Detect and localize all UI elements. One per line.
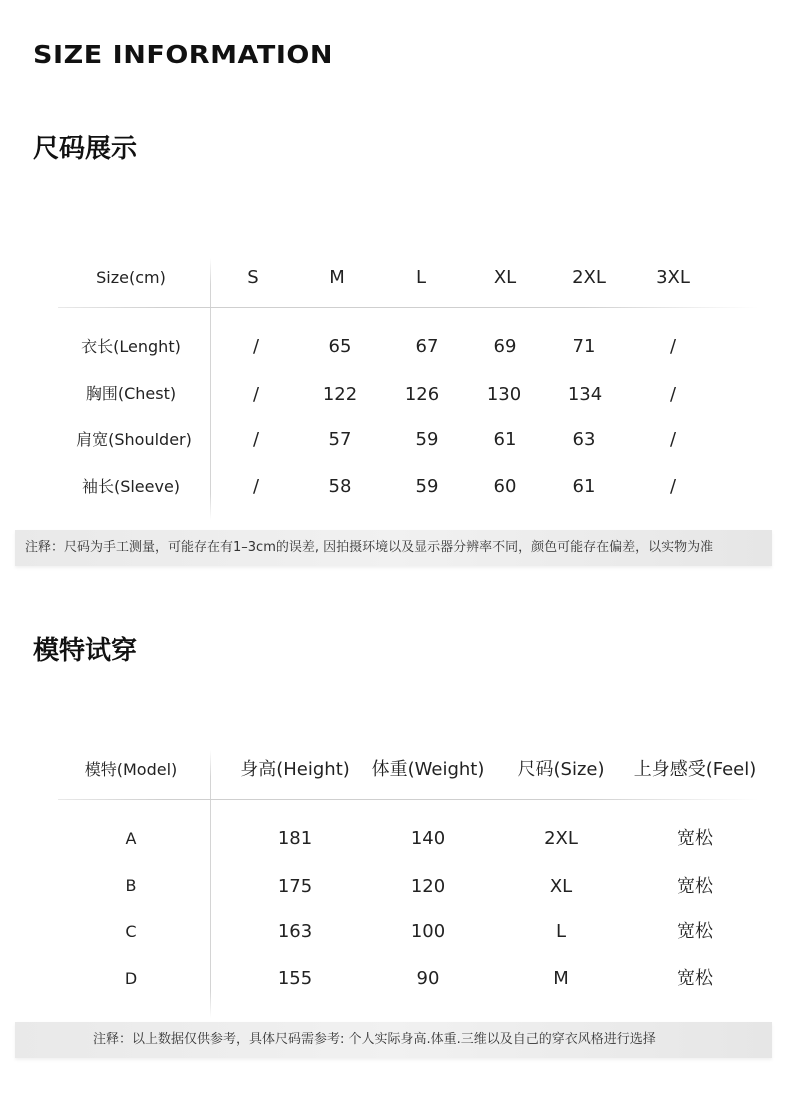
table-cell: L <box>555 921 567 942</box>
table-cell: 58 <box>328 476 352 497</box>
table-cell: 61 <box>493 429 517 450</box>
table-cell: / <box>252 384 260 405</box>
table-cell: 63 <box>572 429 596 450</box>
size-header-s: S <box>247 267 259 288</box>
model-note-text: 注释：以上数据仅供参考，具体尺码需参考: 个人实际身高.体重.三维以及自己的穿衣风格进行选择 <box>93 1032 656 1047</box>
table-cell: / <box>669 384 677 405</box>
size-note-text: 注释：尺码为手工测量，可能存在有1–3cm的误差, 因拍摄环境以及显示器分辨率不同，颜色可能存在偏差，以实物为准 <box>25 540 714 555</box>
row-label: 袖长(Sleeve) <box>81 477 181 496</box>
table-cell: 65 <box>328 336 352 357</box>
model-note-bar <box>15 1022 772 1058</box>
model-header-feel: 上身感受(Feel) <box>633 759 757 780</box>
table-cell: 57 <box>328 429 352 450</box>
table-cell: 90 <box>416 968 440 989</box>
table-cell: / <box>252 429 260 450</box>
table-cell: / <box>669 429 677 450</box>
row-label: 肩宽(Shoulder) <box>76 430 192 449</box>
table-cell: 69 <box>493 336 517 357</box>
row-label: 衣长(Lenght) <box>81 337 181 356</box>
table-cell: / <box>669 476 677 497</box>
table-cell: 宽松 <box>677 876 713 897</box>
model-id: B <box>125 876 137 895</box>
size-table-divider <box>210 258 211 520</box>
size-header-label: Size(cm) <box>96 268 166 287</box>
size-header-m: M <box>329 267 345 288</box>
table-cell: 宽松 <box>677 921 713 942</box>
model-id: D <box>124 969 138 988</box>
table-cell: / <box>252 336 260 357</box>
table-cell: M <box>553 968 569 989</box>
model-header-size: 尺码(Size) <box>517 759 605 780</box>
table-cell: 71 <box>572 336 596 357</box>
table-cell: 122 <box>322 384 358 405</box>
table-cell: 181 <box>277 828 313 849</box>
size-section-title: 尺码展示 <box>33 134 138 164</box>
model-header-height: 身高(Height) <box>240 759 350 780</box>
size-table-header-line <box>58 307 758 308</box>
table-cell: 130 <box>486 384 522 405</box>
size-header-xl: XL <box>493 267 517 288</box>
row-label: 胸围(Chest) <box>85 384 177 403</box>
model-table-header-line <box>58 799 758 800</box>
table-cell: 134 <box>567 384 603 405</box>
table-cell: / <box>669 336 677 357</box>
table-cell: 60 <box>493 476 517 497</box>
model-id: C <box>125 922 137 941</box>
table-cell: 59 <box>415 429 439 450</box>
table-cell: 120 <box>410 876 446 897</box>
table-cell: 59 <box>415 476 439 497</box>
table-cell: 140 <box>410 828 446 849</box>
table-cell: 163 <box>277 921 313 942</box>
table-cell: 155 <box>277 968 313 989</box>
model-id: A <box>125 829 137 848</box>
table-cell: 宽松 <box>677 968 713 989</box>
table-cell: XL <box>549 876 573 897</box>
model-header-model: 模特(Model) <box>84 760 178 779</box>
size-note-bar <box>15 530 772 566</box>
size-header-l: L <box>415 267 427 288</box>
table-cell: 宽松 <box>677 828 713 849</box>
size-header-2xl: 2XL <box>572 267 606 288</box>
table-cell: 175 <box>277 876 313 897</box>
size-table <box>0 0 790 530</box>
model-section-title: 模特试穿 <box>33 636 138 666</box>
size-header-3xl: 3XL <box>656 267 690 288</box>
page-title: SIZE INFORMATION <box>33 40 334 69</box>
model-table-divider <box>210 750 211 1018</box>
model-header-weight: 体重(Weight) <box>371 759 485 780</box>
table-cell: 2XL <box>544 828 578 849</box>
table-cell: 126 <box>404 384 440 405</box>
table-cell: 61 <box>572 476 596 497</box>
table-cell: 100 <box>410 921 446 942</box>
table-cell: 67 <box>415 336 439 357</box>
table-cell: / <box>252 476 260 497</box>
